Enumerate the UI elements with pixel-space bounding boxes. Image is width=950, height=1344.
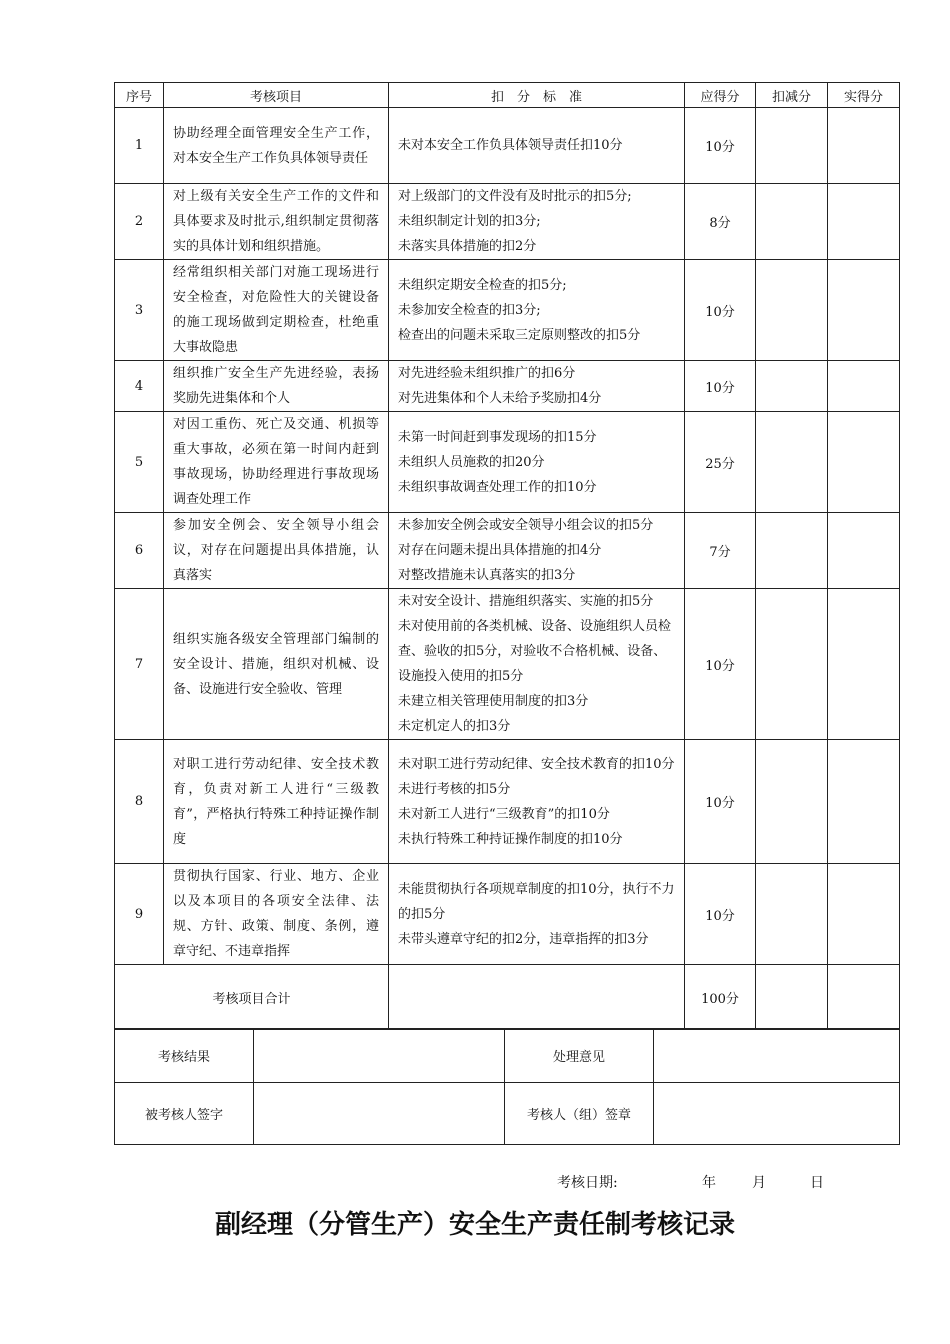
due-score: 7分: [685, 513, 756, 589]
standard-line: 对整改措施未认真落实的扣3分: [398, 568, 576, 583]
signature-row: [115, 1083, 900, 1145]
result-row: [115, 1029, 900, 1083]
assessment-item: 经常组织相关部门对施工现场进行安全检查，对危险性大的关键设备的施工现场做到定期检查，杜绝重大事故隐患: [164, 260, 389, 361]
standard-line: 未对安全设计、措施组织落实、实施的扣5分: [398, 594, 654, 609]
standard-line: 未能贯彻执行各项规章制度的扣10分，执行不力的扣5分: [398, 881, 675, 922]
assessment-item: 组织推广安全生产先进经验，表扬奖励先进集体和个人: [164, 361, 389, 412]
row-number: 4: [115, 361, 164, 412]
standard-line: 未组织定期安全检查的扣5分;: [398, 277, 567, 293]
total-standard-cell: [389, 965, 685, 1030]
header-standard: 扣 分 标 准: [389, 83, 685, 108]
deduction-standard: [389, 108, 685, 184]
standard-line: 未建立相关管理使用制度的扣3分: [398, 694, 589, 709]
due-score: 10分: [685, 260, 756, 361]
table-row: [115, 513, 900, 589]
deduction-standard: [389, 513, 685, 589]
table-row: [115, 184, 900, 260]
header-item: 考核项目: [164, 83, 389, 108]
deduct-score-cell[interactable]: [756, 589, 828, 740]
deduct-score-cell[interactable]: [756, 412, 828, 513]
row-number: 7: [115, 589, 164, 740]
standard-line: 未落实具体措施的扣2分: [398, 239, 537, 254]
standard-line: 对存在问题未提出具体措施的扣4分: [398, 543, 602, 558]
table-row: [115, 864, 900, 965]
actual-score-cell[interactable]: [828, 361, 900, 412]
actual-score-cell[interactable]: [828, 740, 900, 864]
assessment-item: 贯彻执行国家、行业、地方、企业以及本项目的各项安全法律、法规、方针、政策、制度、条例，遵章守纪、不违章指挥: [164, 864, 389, 965]
examinee-sign-field[interactable]: [254, 1083, 505, 1145]
due-score: 25分: [685, 412, 756, 513]
date-year: 年: [702, 1175, 716, 1191]
due-score: 10分: [685, 361, 756, 412]
due-score: 10分: [685, 740, 756, 864]
due-score: 10分: [685, 589, 756, 740]
standard-line: 未组织事故调查处理工作的扣10分: [398, 479, 597, 495]
date-day: 日: [810, 1175, 824, 1191]
row-number: 2: [115, 184, 164, 260]
row-number: 8: [115, 740, 164, 864]
deduction-standard: [389, 864, 685, 965]
standard-line: 检查出的问题未采取三定原则整改的扣5分: [398, 327, 641, 343]
actual-score-cell[interactable]: [828, 513, 900, 589]
due-score: 10分: [685, 864, 756, 965]
deduct-score-cell[interactable]: [756, 108, 828, 184]
header-due: 应得分: [685, 83, 756, 108]
examiner-sign-label: 考核人（组）签章: [505, 1083, 654, 1145]
deduction-standard: [389, 361, 685, 412]
header-row: [115, 83, 900, 108]
deduct-score-cell[interactable]: [756, 184, 828, 260]
date-label: 考核日期:: [557, 1175, 618, 1191]
header-deduct: 扣减分: [756, 83, 828, 108]
row-number: 6: [115, 513, 164, 589]
row-number: 1: [115, 108, 164, 184]
standard-line: 未组织人员施救的扣20分: [398, 454, 545, 470]
actual-score-cell[interactable]: [828, 412, 900, 513]
opinion-label: 处理意见: [505, 1029, 654, 1083]
page-title: 副经理（分管生产）安全生产责任制考核记录: [214, 1210, 735, 1240]
deduction-standard: [389, 589, 685, 740]
result-label: 考核结果: [115, 1029, 254, 1083]
assessment-item: 组织实施各级安全管理部门编制的安全设计、措施，组织对机械、设备、设施进行安全验收、管理: [164, 589, 389, 740]
actual-score-cell[interactable]: [828, 589, 900, 740]
table-row: [115, 361, 900, 412]
standard-line: 未对使用前的各类机械、设备、设施组织人员检查、验收的扣5分，对验收不合格机械、设备、设施投入使用的扣5分: [398, 619, 672, 684]
actual-score-cell[interactable]: [828, 260, 900, 361]
due-score: 10分: [685, 108, 756, 184]
standard-line: 未对新工人进行“三级教育”的扣10分: [398, 806, 610, 822]
total-row: [115, 965, 900, 1030]
assessment-item: 对上级有关安全生产工作的文件和具体要求及时批示,组织制定贯彻落实的具体计划和组织措施。: [164, 184, 389, 260]
total-label: 考核项目合计: [115, 965, 389, 1030]
examinee-sign-label: 被考核人签字: [115, 1083, 254, 1145]
deduct-score-cell[interactable]: [756, 864, 828, 965]
header-no: 序号: [115, 83, 164, 108]
total-actual-cell[interactable]: [828, 965, 900, 1030]
table-row: [115, 740, 900, 864]
standard-line: 对先进经验未组织推广的扣6分: [398, 366, 576, 381]
total-due-score: 100分: [685, 965, 756, 1030]
assessment-item: 参加安全例会、安全领导小组会议，对存在问题提出具体措施，认真落实: [164, 513, 389, 589]
row-number: 5: [115, 412, 164, 513]
standard-line: 未组织制定计划的扣3分;: [398, 214, 541, 229]
date-month: 月: [752, 1175, 766, 1191]
total-deduct-cell[interactable]: [756, 965, 828, 1030]
result-field[interactable]: [254, 1029, 505, 1083]
assessment-item: 对因工重伤、死亡及交通、机损等重大事故，必须在第一时间内赶到事故现场，协助经理进行事故现场调查处理工作: [164, 412, 389, 513]
table-row: [115, 589, 900, 740]
standard-line: 未执行特殊工种持证操作制度的扣10分: [398, 831, 623, 847]
standard-line: 对上级部门的文件没有及时批示的扣5分;: [398, 189, 632, 204]
deduction-standard: [389, 412, 685, 513]
table-row: [115, 108, 900, 184]
deduction-standard: [389, 184, 685, 260]
assessment-item: 协助经理全面管理安全生产工作，对本安全生产工作负具体领导责任: [164, 108, 389, 184]
deduct-score-cell[interactable]: [756, 513, 828, 589]
standard-line: 未对本安全工作负具体领导责任扣10分: [398, 138, 623, 153]
standard-line: 未进行考核的扣5分: [398, 781, 511, 797]
assessment-table: [114, 82, 900, 1030]
standard-line: 未参加安全例会或安全领导小组会议的扣5分: [398, 518, 654, 533]
standard-line: 对先进集体和个人未给予奖励扣4分: [398, 391, 602, 406]
row-number: 3: [115, 260, 164, 361]
table-row: [115, 260, 900, 361]
standard-line: 未带头遵章守纪的扣2分，违章指挥的扣3分: [398, 931, 649, 947]
deduction-standard: [389, 740, 685, 864]
deduct-score-cell[interactable]: [756, 260, 828, 361]
signature-table: [114, 1028, 900, 1145]
assessment-item: 对职工进行劳动纪律、安全技术教育，负责对新工人进行“三级教育”，严格执行特殊工种持证操作制度: [164, 740, 389, 864]
actual-score-cell[interactable]: [828, 184, 900, 260]
standard-line: 未对职工进行劳动纪律、安全技术教育的扣10分: [398, 756, 675, 772]
examiner-sign-field[interactable]: [654, 1083, 900, 1145]
standard-line: 未参加安全检查的扣3分;: [398, 302, 541, 318]
deduction-standard: [389, 260, 685, 361]
due-score: 8分: [685, 184, 756, 260]
assessment-date: [0, 1172, 950, 1194]
header-actual: 实得分: [828, 83, 900, 108]
standard-line: 未定机定人的扣3分: [398, 719, 511, 734]
actual-score-cell[interactable]: [828, 864, 900, 965]
table-row: [115, 412, 900, 513]
standard-line: 未第一时间赶到事发现场的扣15分: [398, 429, 597, 445]
opinion-field[interactable]: [654, 1029, 900, 1083]
deduct-score-cell[interactable]: [756, 361, 828, 412]
row-number: 9: [115, 864, 164, 965]
deduct-score-cell[interactable]: [756, 740, 828, 864]
actual-score-cell[interactable]: [828, 108, 900, 184]
